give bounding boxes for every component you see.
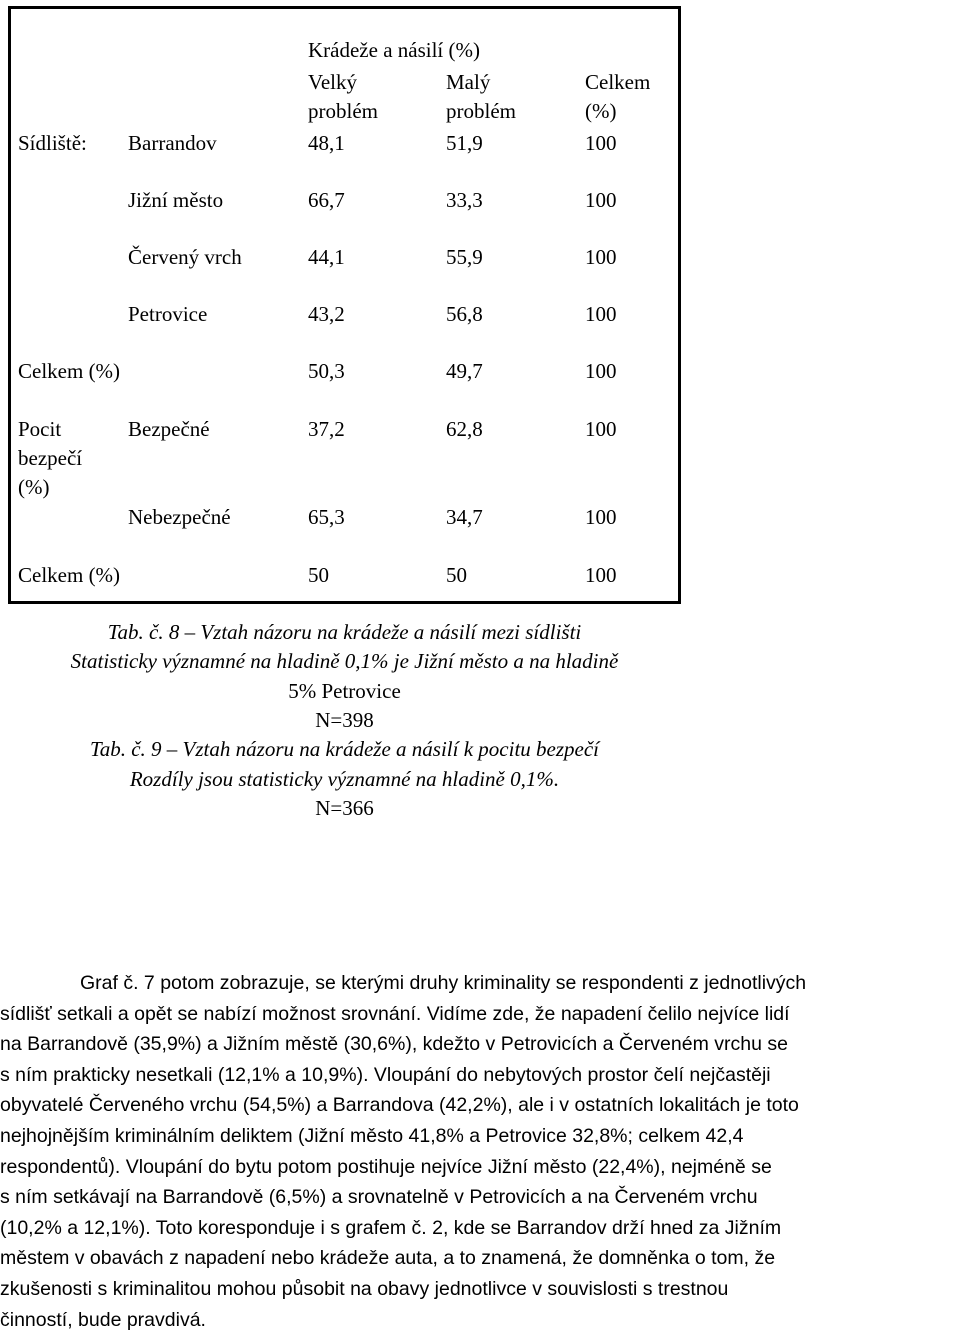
cell-velky: 50,3 — [308, 359, 345, 383]
cell-maly: 56,8 — [446, 302, 483, 326]
cell-celkem: 100 — [585, 505, 617, 529]
paragraph-line: (10,2% a 12,1%). Toto koresponduje i s grafem č. 2, kde se Barrandov drží hned za Jižním — [0, 1216, 782, 1239]
cell-maly: 62,8 — [446, 417, 483, 441]
cell-velky: 44,1 — [308, 245, 345, 269]
cell-celkem: 100 — [585, 131, 617, 155]
paragraph-line: obyvatelé Červeného vrchu (54,5%) a Barrandova (42,2%), ale i v ostatních lokalitách je toto — [0, 1094, 799, 1117]
col-header-celkem-1: Celkem — [585, 70, 651, 94]
row-group-label: Sídliště: — [18, 131, 87, 155]
col-header-maly-2: problém — [446, 99, 516, 123]
cell-celkem: 100 — [585, 417, 617, 441]
tab8-title: Tab. č. 8 – Vztah názoru na krádeže a násilí mezi sídlišti — [107, 620, 582, 644]
paragraph-line: nejhojnějším kriminálním deliktem (Jižní město 41,8% a Petrovice 32,8%; celkem 42,4 — [0, 1124, 744, 1147]
cell-celkem: 100 — [585, 245, 617, 269]
paragraph-line: Graf č. 7 potom zobrazuje, se kterými druhy kriminality se respondenti z jednotlivých — [80, 972, 807, 994]
paragraph-line: respondentů). Vloupání do bytu potom postihuje nejvíce Jižní město (22,4%), nejméně se — [0, 1155, 772, 1178]
row-label: Petrovice — [128, 302, 208, 326]
paragraph-line: s ním setkávají na Barrandově (6,5%) a srovnatelně v Petrovicích a na Červeném vrchu — [0, 1186, 758, 1209]
cell-maly: 49,7 — [446, 359, 483, 383]
cell-celkem: 100 — [585, 563, 617, 587]
row-group-label: bezpečí — [18, 446, 83, 470]
row-label: Jižní město — [128, 188, 224, 212]
col-header-maly-1: Malý — [446, 70, 491, 94]
cell-celkem: 100 — [585, 188, 617, 212]
cell-velky: 50 — [308, 563, 329, 587]
row-label: Bezpečné — [128, 417, 210, 441]
tab9-n: N=366 — [315, 796, 374, 820]
paragraph-line: zkušenosti s kriminalitou mohou působit na obavy jednotlivce v souvislosti s trestnou — [0, 1277, 729, 1300]
cell-maly: 51,9 — [446, 131, 483, 155]
paragraph-line: městem v obavách z napadení nebo krádeže auta, a to znamená, že domněnka o tom, že — [0, 1247, 776, 1270]
tab8-n: N=398 — [315, 708, 374, 732]
paragraph-line: na Barrandově (35,9%) a Jižním městě (30,6%), kdežto v Petrovicích a Červeném vrchu se — [0, 1033, 788, 1056]
row-group-label: Pocit — [18, 417, 62, 441]
col-header-velky-2: problém — [308, 99, 378, 123]
row-group-label: Celkem (%) — [18, 563, 121, 587]
cell-velky: 65,3 — [308, 505, 345, 529]
cell-velky: 43,2 — [308, 302, 345, 326]
row-group-label: (%) — [18, 475, 50, 499]
paragraph-line: s ním prakticky nesetkali (12,1% a 10,9%). Vloupání do nebytových prostor čelí nejčastěji — [0, 1063, 771, 1086]
cell-celkem: 100 — [585, 359, 617, 383]
row-label: Nebezpečné — [128, 505, 231, 529]
cell-velky: 48,1 — [308, 131, 345, 155]
row-label: Červený vrch — [128, 245, 242, 269]
row-label: Barrandov — [128, 131, 217, 155]
cell-maly: 33,3 — [446, 188, 483, 212]
row-group-label: Celkem (%) — [18, 359, 121, 383]
paragraph-line: sídlišť setkali a opět se nabízí možnost srovnání. Vidíme zde, že napadení čelilo nejvíce lidí — [0, 1002, 790, 1025]
col-header-velky-1: Velký — [308, 70, 357, 94]
cell-celkem: 100 — [585, 302, 617, 326]
cell-velky: 66,7 — [308, 188, 345, 212]
group-header: Krádeže a násilí (%) — [308, 38, 480, 62]
paragraph-line: činností, bude pravdivá. — [0, 1308, 206, 1331]
cell-velky: 37,2 — [308, 417, 345, 441]
cell-maly: 34,7 — [446, 505, 483, 529]
tab9-note: Rozdíly jsou statisticky významné na hladině 0,1%. — [129, 767, 560, 791]
cell-maly: 55,9 — [446, 245, 483, 269]
cell-maly: 50 — [446, 563, 467, 587]
col-header-celkem-2: (%) — [585, 99, 617, 123]
body-paragraph — [0, 968, 960, 1335]
tab8-note-line1: Statisticky významné na hladině 0,1% je Jižní město a na hladině — [70, 649, 619, 673]
tab8-note-line2: 5% Petrovice — [288, 679, 401, 703]
tab9-title: Tab. č. 9 – Vztah názoru na krádeže a násilí k pocitu bezpečí — [89, 737, 599, 761]
